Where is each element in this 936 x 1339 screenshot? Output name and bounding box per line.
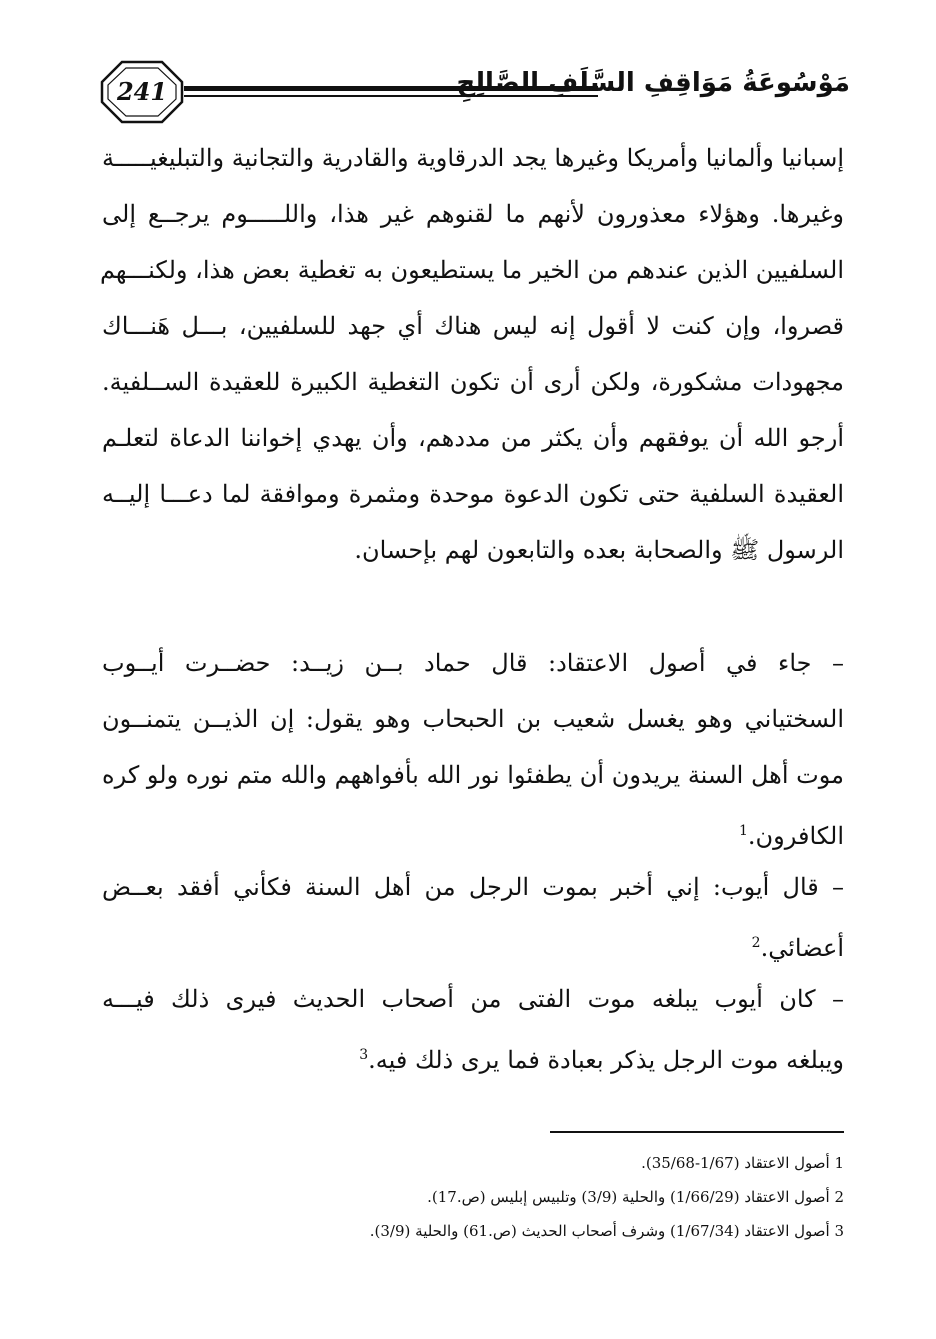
footnote-separator <box>550 1131 844 1133</box>
text-line: أرجو الله أن يوفقهم وأن يكثر من مددهم، وأن يهدي إخواننا الدعاة لتعلـم <box>102 424 844 452</box>
book-title: مَوْسُوعَةُ مَوَاقِفِ السَّلَفِ الصَّالِحِ <box>456 68 850 98</box>
text-line: الرسول ﷺ والصحابة بعده والتابعون لهم بإحسان. <box>354 536 844 564</box>
text-line-with-footnote <box>102 813 844 849</box>
page-number-badge <box>100 60 184 124</box>
text-line: – كان أيوب يبلغه موت الفتى من أصحاب الحديث فيرى ذلك فيـــه <box>102 985 844 1013</box>
text-line: وغيرها. وهؤلاء معذورون لأنهم ما لقنوهم غير هذا، واللـــــوم يرجــع إلى <box>102 200 844 228</box>
text-line: إسبانيا وألمانيا وأمريكا وغيرها يجد الدرقاوية والقادرية والتجانية والتبليغيـــــة <box>102 144 844 172</box>
text-fragment: أعضائي. <box>760 934 844 962</box>
text-line-with-footnote <box>102 1037 844 1073</box>
text-line: – قال أيوب: إني أخبر بموت الرجل من أهل السنة فكأني أفقد بعــض <box>102 873 844 901</box>
page-number: 241 <box>116 77 168 106</box>
page-header <box>100 60 850 124</box>
footnote: 3 أصول الاعتقاد (1/67/34) وشرف أصحاب الحديث (ص.61) والحلية (3/9). <box>369 1222 844 1240</box>
footnote-ref[interactable]: 3 <box>359 1047 369 1063</box>
text-line: السلفيين الذين عندهم من الخير ما يستطيعون به تغطية بعض هذا، ولكنـــهم <box>99 256 844 284</box>
text-line: مجهودات مشكورة، ولكن أرى أن تكون التغطية الكبيرة للعقيدة الســلفية. <box>102 368 844 396</box>
footnote-ref[interactable]: 2 <box>751 935 761 951</box>
text-line: – جاء في أصول الاعتقاد: قال حماد بــن زيــد: حضــرت أيــوب <box>102 649 844 677</box>
footnote: 2 أصول الاعتقاد (1/66/29) والحلية (3/9) وتلبيس إبليس (ص.17). <box>427 1188 844 1206</box>
text-fragment: ويبلغه موت الرجل يذكر بعبادة فما يرى ذلك فيه. <box>368 1046 844 1074</box>
text-line-with-footnote <box>102 925 844 961</box>
text-line: السختياني وهو يغسل شعيب بن الحبحاب وهو يقول: إن الذيــن يتمنــون <box>102 705 844 733</box>
text-fragment: الكافرون. <box>747 822 844 850</box>
footnote-ref[interactable]: 1 <box>738 823 748 839</box>
text-line: موت أهل السنة يريدون أن يطفئوا نور الله بأفواههم والله متم نوره ولو كره <box>102 761 844 789</box>
text-line: العقيدة السلفية حتى تكون الدعوة موحدة ومثمرة وموافقة لما دعـــا إليــه <box>102 480 844 508</box>
footnote: 1 أصول الاعتقاد (1/67-35/68). <box>641 1154 844 1172</box>
text-line: قصروا، وإن كنت لا أقول إنه ليس هناك أي جهد للسلفيين، بـــل هَنـــاك <box>102 312 844 340</box>
